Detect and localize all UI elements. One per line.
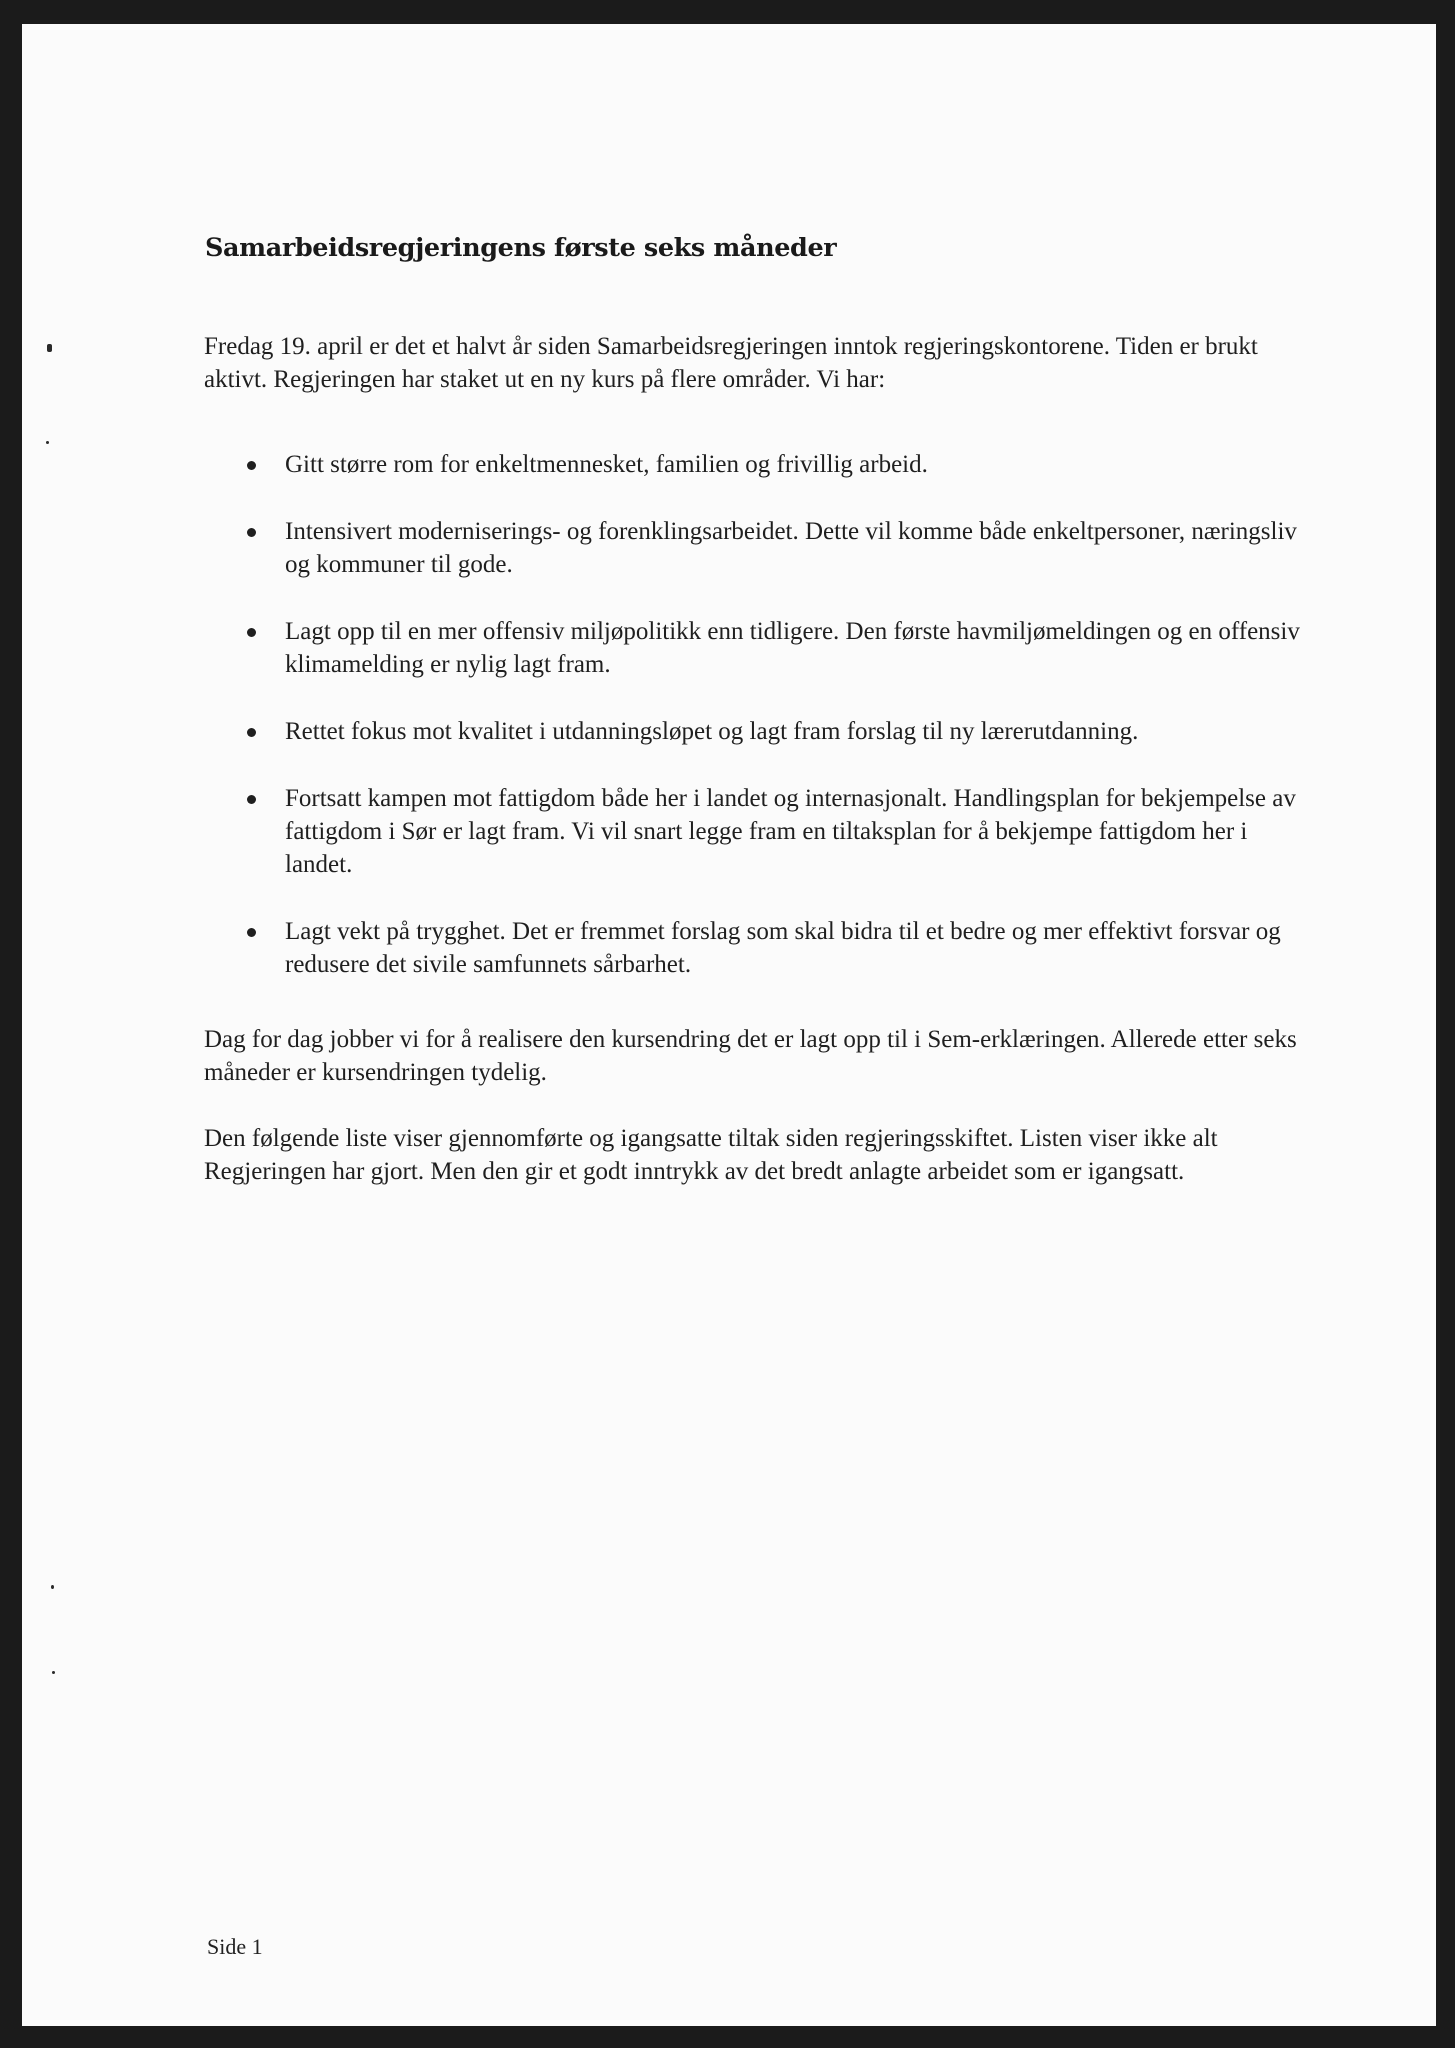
list-item-text: Lagt vekt på trygghet. Det er fremmet forslag som skal bidra til et bedre og mer effektivt forsvar og redusere det sivile samfunnets sårbarhet. xyxy=(285,918,1281,978)
closing-paragraph-2: Den følgende liste viser gjennomførte og igangsatte tiltak siden regjeringsskiftet. Listen viser ikke alt Regjeringen har gjort. Men den gir et godt inntrykk av det bredt anlagte arbeidet som er igangsatt. xyxy=(204,1125,1218,1185)
list-item xyxy=(204,448,1314,481)
bullet-icon xyxy=(247,461,256,470)
list-item xyxy=(204,782,1314,881)
list-item-text: Intensivert moderniserings- og forenklingsarbeidet. Dette vil komme både enkeltpersoner, næringsliv og kommuner til gode. xyxy=(285,518,1297,578)
list-item-text: Rettet fokus mot kvalitet i utdanningsløpet og lagt fram forslag til ny lærerutdanning. xyxy=(285,718,1139,745)
scan-speck xyxy=(52,1671,55,1674)
list-item xyxy=(204,615,1314,681)
bullet-icon xyxy=(247,528,256,537)
achievement-list xyxy=(204,448,1314,1015)
scan-speck xyxy=(51,1585,54,1589)
page-number: Side 1 xyxy=(207,1934,263,1959)
list-item-text: Fortsatt kampen mot fattigdom både her i landet og internasjonalt. Handlingsplan for bekjempelse av fattigdom i Sør er lagt fram. Vi vil snart legge fram en tiltaksplan for å bekjempe fattigdom her i landet. xyxy=(285,785,1296,878)
closing-paragraph-1: Dag for dag jobber vi for å realisere den kursendring det er lagt opp til i Sem-erklæringen. Allerede etter seks måneder er kursendringen tydelig. xyxy=(204,1026,1297,1086)
bullet-icon xyxy=(247,928,256,937)
document-title: Samarbeidsregjeringens første seks måneder xyxy=(205,233,837,263)
list-item-text: Lagt opp til en mer offensiv miljøpolitikk enn tidligere. Den første havmiljømeldingen og en offensiv klimamelding er nylig lagt fram. xyxy=(285,618,1300,678)
bullet-icon xyxy=(247,728,256,737)
list-item xyxy=(204,715,1314,748)
bullet-icon xyxy=(247,628,256,637)
list-item xyxy=(204,915,1314,981)
scan-speck xyxy=(46,441,49,444)
intro-paragraph: Fredag 19. april er det et halvt år siden Samarbeidsregjeringen inntok regjeringskontorene. Tiden er brukt aktivt. Regjeringen har staket ut en ny kurs på flere områder. Vi har: xyxy=(204,333,1258,393)
bullet-icon xyxy=(247,795,256,804)
list-item xyxy=(204,515,1314,581)
scan-speck xyxy=(47,344,52,352)
list-item-text: Gitt større rom for enkeltmennesket, familien og frivillig arbeid. xyxy=(285,451,928,478)
